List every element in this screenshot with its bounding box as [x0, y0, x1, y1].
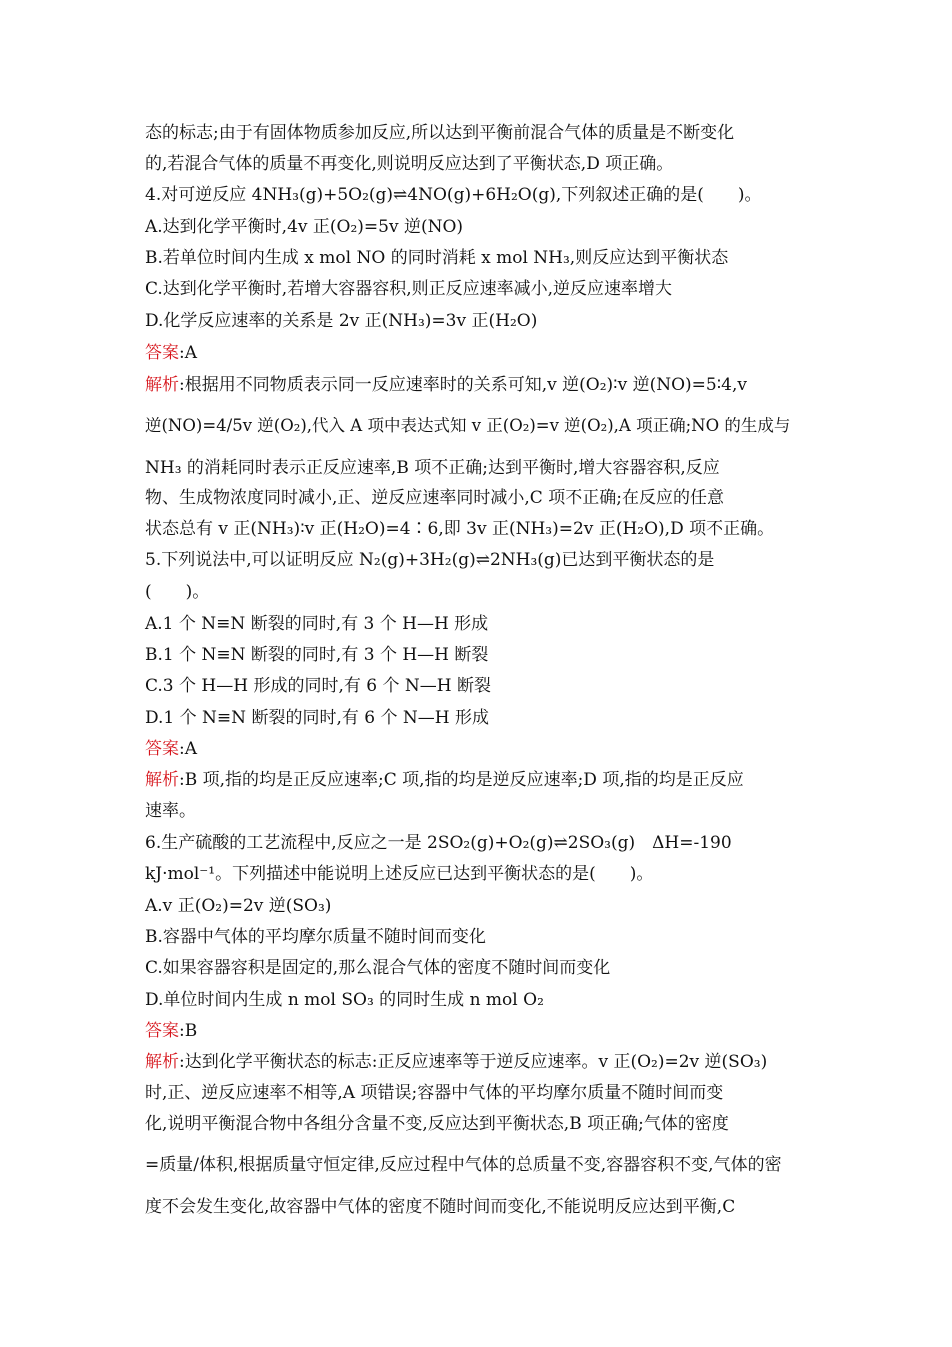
line-text: 的,若混合气体的质量不再变化,则说明反应达到了平衡状态,D 项正确。 — [145, 154, 674, 174]
question-text: 4.对可逆反应 4NH₃(g)+5O₂(g)⇌4NO(g)+6H₂O(g),下列叙述正确的是( )。 — [145, 185, 762, 205]
text-line — [145, 153, 673, 175]
option-text: B.1 个 N≡N 断裂的同时,有 3 个 H—H 断裂 — [145, 645, 489, 665]
analysis-text: 解析:根据用不同物质表示同一反应速率时的关系可知,v 逆(O₂)∶v 逆(NO)=5∶4,v — [145, 375, 747, 395]
analysis-label: 解析 — [145, 1052, 179, 1072]
option-text: A.达到化学平衡时,4v 正(O₂)=5v 逆(NO) — [145, 217, 464, 237]
analysis-text: 解析:B 项,指的均是正反应速率;C 项,指的均是逆反应速率;D 项,指的均是正反应 — [145, 770, 744, 790]
option-d — [145, 989, 544, 1011]
analysis-text: NH₃ 的消耗同时表示正反应速率,B 项不正确;达到平衡时,增大容器容积,反应 — [145, 458, 720, 478]
line-text: 态的标志;由于有固体物质参加反应,所以达到平衡前混合气体的质量是不断变化 — [145, 123, 735, 143]
analysis-text: 时,正、逆反应速率不相等,A 项错误;容器中气体的平均摩尔质量不随时间而变 — [145, 1083, 724, 1103]
option-text: C.如果容器容积是固定的,那么混合气体的密度不随时间而变化 — [145, 958, 611, 978]
analysis-line — [145, 800, 196, 822]
option-a — [145, 613, 488, 635]
answer-text: 答案:B — [145, 1021, 198, 1041]
answer-text: 答案:A — [145, 343, 198, 363]
question-text: kJ·mol⁻¹。下列描述中能说明上述反应已达到平衡状态的是( )。 — [145, 864, 654, 884]
answer-label: 答案 — [145, 343, 179, 363]
option-a — [145, 216, 463, 238]
analysis-line — [145, 457, 720, 479]
analysis-text: 物、生成物浓度同时减小,正、逆反应速率同时减小,C 项不正确;在反应的任意 — [145, 488, 724, 508]
question-5 — [145, 549, 714, 571]
question-4 — [145, 184, 762, 206]
option-a — [145, 895, 331, 917]
option-text: A.1 个 N≡N 断裂的同时,有 3 个 H—H 形成 — [145, 614, 489, 634]
analysis-line — [145, 1051, 767, 1073]
option-b — [145, 644, 488, 666]
answer-label: 答案 — [145, 1021, 179, 1041]
question-6 — [145, 832, 732, 854]
analysis-text: 速率。 — [145, 801, 196, 821]
analysis-text: 逆(NO)=4/5v 逆(O₂),代入 A 项中表达式知 v 正(O₂)=v 逆(O₂),A 项正确;NO 的生成与 — [145, 416, 791, 435]
question-text: 5.下列说法中,可以证明反应 N₂(g)+3H₂(g)⇌2NH₃(g)已达到平衡状态的是 — [145, 550, 715, 570]
option-b — [145, 247, 728, 269]
option-d — [145, 310, 537, 332]
question-text: ( )。 — [145, 582, 210, 602]
analysis-line — [145, 769, 744, 791]
text-line — [145, 122, 734, 144]
option-text: D.单位时间内生成 n mol SO₃ 的同时生成 n mol O₂ — [145, 990, 544, 1010]
option-text: C.达到化学平衡时,若增大容器容积,则正反应速率减小,逆反应速率增大 — [145, 279, 673, 299]
option-text: D.1 个 N≡N 断裂的同时,有 6 个 N—H 形成 — [145, 708, 489, 728]
analysis-line — [145, 518, 774, 540]
analysis-line — [145, 1082, 723, 1104]
option-c — [145, 675, 491, 697]
answer-line — [145, 738, 197, 760]
analysis-text: =质量/体积,根据质量守恒定律,反应过程中气体的总质量不变,容器容积不变,气体的密 — [145, 1155, 782, 1175]
option-text: B.容器中气体的平均摩尔质量不随时间而变化 — [145, 927, 486, 947]
analysis-line — [145, 1196, 735, 1218]
answer-text: 答案:A — [145, 739, 198, 759]
option-c — [145, 957, 610, 979]
answer-label: 答案 — [145, 739, 179, 759]
analysis-line — [145, 415, 790, 437]
answer-line — [145, 1020, 197, 1042]
question-text: 6.生产硫酸的工艺流程中,反应之一是 2SO₂(g)+O₂(g)⇌2SO₃(g) ΔH=-190 — [145, 833, 732, 853]
question-5-blank — [145, 581, 209, 603]
analysis-line — [145, 374, 747, 396]
option-b — [145, 926, 486, 948]
analysis-line — [145, 487, 724, 509]
option-text: A.v 正(O₂)=2v 逆(SO₃) — [145, 896, 332, 916]
analysis-line — [145, 1113, 729, 1135]
option-text: B.若单位时间内生成 x mol NO 的同时消耗 x mol NH₃,则反应达到平衡状态 — [145, 248, 729, 268]
answer-line — [145, 342, 197, 364]
analysis-text: 化,说明平衡混合物中各组分含量不变,反应达到平衡状态,B 项正确;气体的密度 — [145, 1114, 729, 1134]
option-c — [145, 278, 672, 300]
analysis-text: 状态总有 v 正(NH₃)∶v 正(H₂O)=4∶6,即 3v 正(NH₃)=2v 正(H₂O),D 项不正确。 — [145, 519, 775, 539]
analysis-text: 解析:达到化学平衡状态的标志:正反应速率等于逆反应速率。v 正(O₂)=2v 逆(SO₃) — [145, 1052, 768, 1072]
analysis-line — [145, 1154, 782, 1176]
option-d — [145, 707, 489, 729]
analysis-text: 度不会发生变化,故容器中气体的密度不随时间而变化,不能说明反应达到平衡,C — [145, 1197, 736, 1217]
option-text: D.化学反应速率的关系是 2v 正(NH₃)=3v 正(H₂O) — [145, 311, 538, 331]
option-text: C.3 个 H—H 形成的同时,有 6 个 N—H 断裂 — [145, 676, 492, 696]
question-6-cont — [145, 863, 653, 885]
analysis-label: 解析 — [145, 375, 179, 395]
analysis-label: 解析 — [145, 770, 179, 790]
